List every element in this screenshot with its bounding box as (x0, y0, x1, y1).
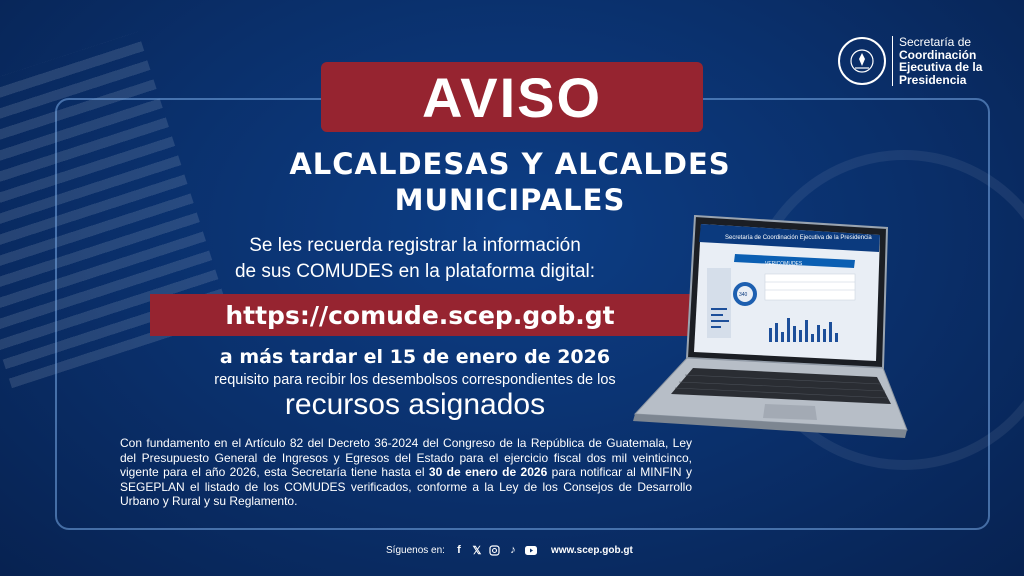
facebook-icon[interactable]: f (457, 544, 461, 556)
follow-us-label: Síguenos en: (386, 544, 445, 556)
headline-line-2: MUNICIPALES (394, 183, 626, 217)
guatemala-seal-icon (838, 37, 886, 85)
deadline-text: a más tardar el 15 de enero de 2026 (219, 346, 611, 368)
requirement-text: requisito para recibir los desembolsos correspondientes de los (214, 372, 616, 388)
reminder-line-2: de sus COMUDES en la plataforma digital: (234, 261, 596, 282)
headline-line-1: ALCALDESAS Y ALCALDES (289, 147, 731, 181)
legal-paragraph (120, 436, 692, 509)
website-link[interactable]: www.scep.gob.gt (550, 544, 633, 556)
logo-line-1: Secretaría de (899, 35, 972, 49)
laptop-screen-header: Secretaría de Coordinación Ejecutiva de la Presidencia (725, 235, 872, 241)
logo-line-3: Ejecutiva de la (899, 60, 983, 74)
aviso-title: AVISO (421, 65, 603, 129)
logo-line-4: Presidencia (899, 72, 967, 87)
laptop-screen-title: VERICOMUDES (765, 261, 803, 267)
footer (386, 544, 633, 556)
tiktok-icon[interactable]: ♪ (510, 544, 516, 556)
youtube-icon[interactable] (525, 544, 537, 556)
logo-line-2: Coordinación (899, 47, 977, 62)
legal-part-1: Con fundamento en el Artículo 82 del Decreto 36-2024 del Congreso de la República de Guatemala, Ley del Presupuesto General de Ingresos y Egresos del Estado para el ejercicio fiscal dos mil veinticinco, vigente para el año 2026, esta Secretaría tiene hasta el (120, 436, 692, 479)
legal-part-2: para notificar al MINFIN y SEGEPLAN el listado de los COMUDES verificados, conforme a la Ley de los Consejos de Desarrollo Urbano y Rural y su Reglamento. (120, 465, 692, 508)
scep-logo (838, 36, 982, 86)
url-banner (150, 294, 690, 336)
platform-url[interactable]: https://comude.scep.gob.gt (225, 300, 615, 330)
logo-text (892, 36, 982, 86)
laptop-illustration (615, 208, 915, 458)
reminder-text (160, 233, 670, 285)
instagram-icon[interactable] (489, 544, 501, 556)
x-icon[interactable]: 𝕏 (472, 544, 482, 557)
reminder-line-1: Se les recuerda registrar la información (249, 235, 581, 256)
social-icons (453, 544, 543, 556)
legal-bold-date: 30 de enero de 2026 (428, 465, 548, 479)
aviso-banner (321, 62, 703, 132)
laptop-screen-number: 340 (739, 292, 748, 298)
resources-text: recursos asignados (284, 388, 546, 421)
